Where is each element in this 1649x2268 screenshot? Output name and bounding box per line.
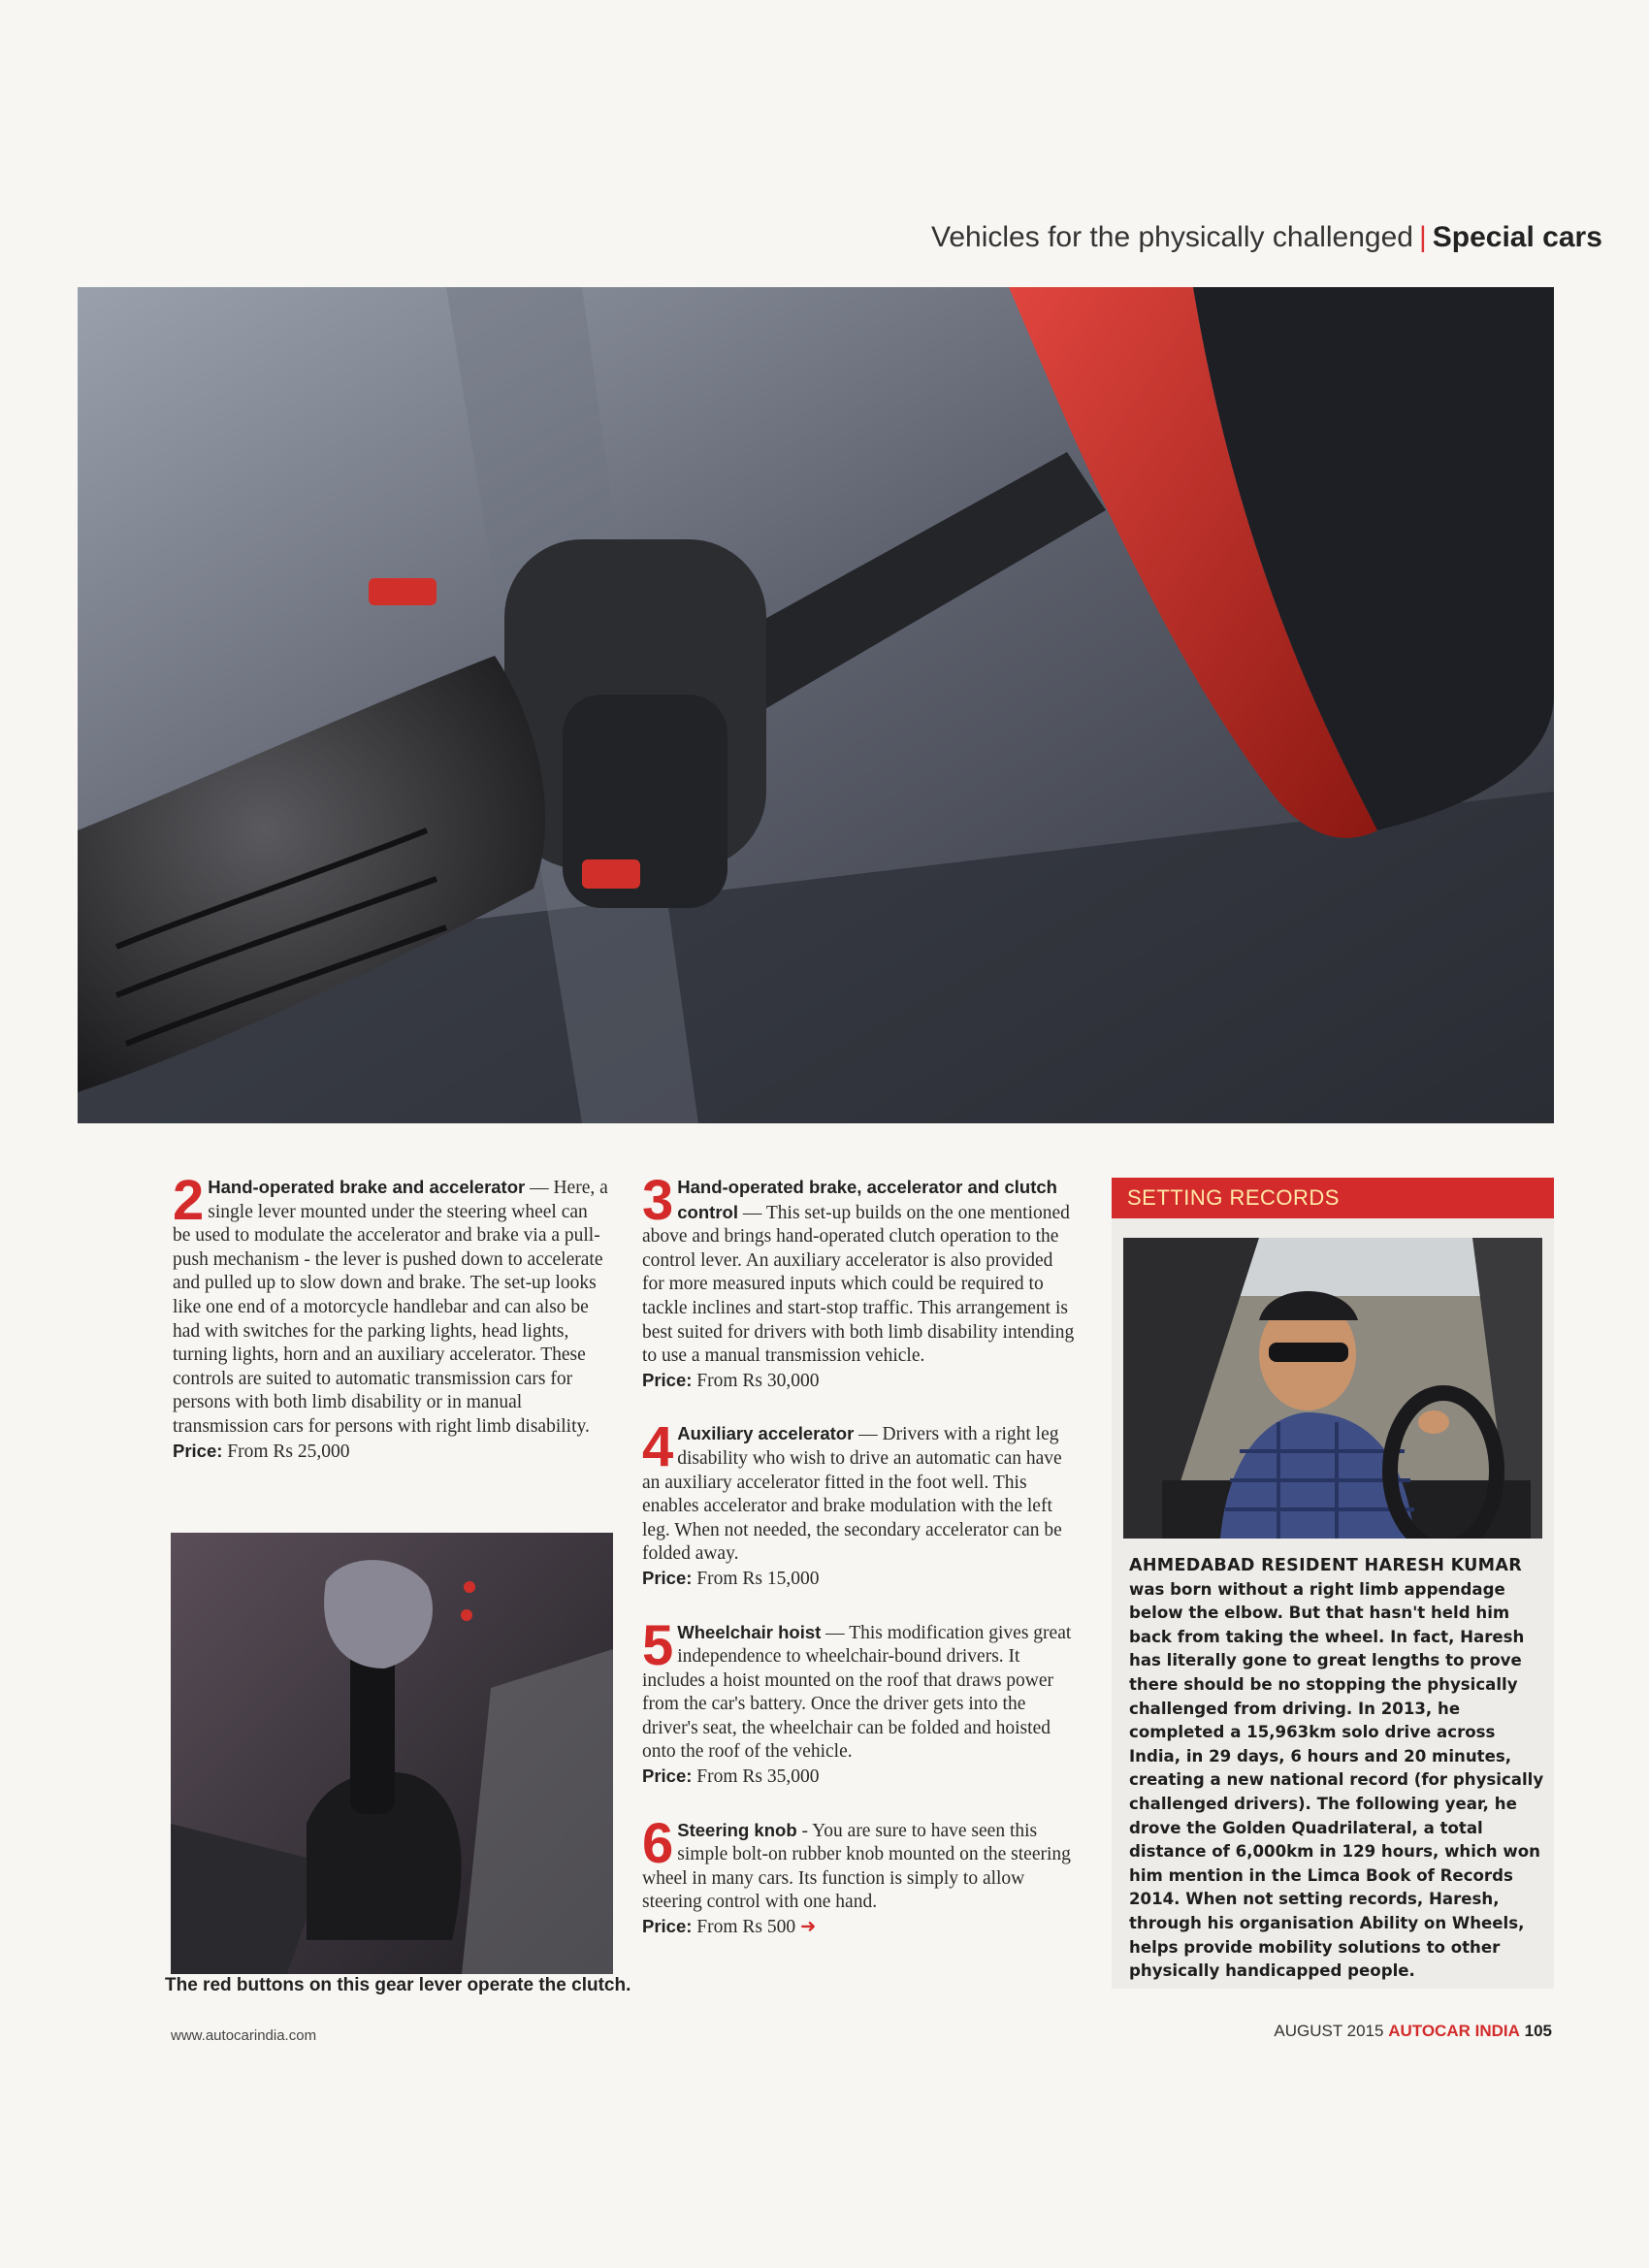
item-heading: Hand-operated brake and accelerator [208, 1177, 526, 1197]
driver-photo [1123, 1238, 1542, 1539]
item-price: From Rs 15,000 [696, 1568, 820, 1589]
dash: — [742, 1202, 762, 1223]
page-footer [1145, 2022, 1552, 2041]
item-body: Drivers with a right leg disability who wish to drive an automatic can have an auxiliary accelerator fitted in the foot well. This enables accelerator and brake modulation with the left leg. When not needed, the secondary accelerator can be folded away. [642, 1424, 1062, 1565]
article-column-2 [642, 1169, 1079, 1969]
sidebar-title: SETTING RECORDS [1112, 1178, 1554, 1218]
item-body: You are sure to have seen this simple bolt-on rubber knob mounted on the steering wheel in many cars. Its function is simply to allow steering control with one hand. [642, 1820, 1071, 1913]
item-steering-knob: 6 Steering knob - You are sure to have seen this simple bolt-on rubber knob mounted on the steering wheel in many cars. Its function is simply to allow steering control with one hand. Price: From Rs 500 ➜ [642, 1811, 1071, 1938]
sidebar-lead: AHMEDABAD RESIDENT HARESH KUMAR [1129, 1556, 1522, 1575]
item-price: From Rs 25,000 [227, 1441, 350, 1462]
item-auxiliary-accelerator [642, 1415, 1079, 1591]
driver-illustration [1123, 1238, 1542, 1539]
gear-lever-illustration [171, 1533, 613, 1974]
dash: — [530, 1178, 549, 1198]
category-title: Special cars [1432, 221, 1602, 253]
item-heading: Auxiliary accelerator [677, 1423, 855, 1444]
price-label: Price: [642, 1369, 693, 1390]
sidebar-body: was born without a right limb appendage below the elbow. But that hasn't held him back from taking the wheel. In fact, Haresh has literally gone to great lengths to prove there should be no stopping the physically challenged from driving. In 2013, he completed a 15,963km solo drive across India, in 29 days, 6 hours and 20 minutes, creating a new national record (for physically challenged drivers). The following year, he drove the Golden Quadrilateral, a total distance of 6,000km in 129 hours, which won him mention in the Limca Book of Records 2014. When not setting records, Haresh, through his organisation Ability on Wheels, helps provide mobility solutions to other physically handicapped people. [1129, 1579, 1544, 1981]
arrow-right-icon: ➜ [800, 1917, 817, 1938]
item-price: From Rs 30,000 [696, 1370, 820, 1391]
item-heading: Wheelchair hoist [677, 1621, 822, 1642]
magazine-brand: AUTOCAR INDIA [1388, 2022, 1520, 2040]
item-clutch-control [642, 1169, 1079, 1393]
item-heading: Steering knob [677, 1819, 797, 1840]
item-body: Here, a single lever mounted under the steering wheel can be used to modulate the accelerator and brake via a pull-push mechanism - the lever is pushed down to accelerate and pulled up to slow down and brake. The set-up looks like one end of a motorcycle handlebar and can also be had with switches for the parking lights, head lights, turning lights, horn and an auxiliary accelerator. These controls are suited to automatic transmission cars for persons with both limb disability or in manual transmission cars for persons with right limb disability. [173, 1178, 608, 1437]
running-header [931, 221, 1602, 254]
dash: — [858, 1424, 878, 1445]
item-number: 6 [642, 1811, 674, 1875]
issue-date: AUGUST 2015 [1274, 2022, 1384, 2040]
article-column-1 [173, 1169, 609, 1493]
hand-control-photo [78, 287, 1554, 1123]
item-price: From Rs 35,000 [696, 1766, 820, 1788]
header-separator: | [1418, 221, 1427, 253]
setting-records-sidebar [1112, 1178, 1554, 1989]
price-label: Price: [642, 1766, 693, 1787]
item-heading: Hand-operated brake, accelerator and clutch control [677, 1177, 1057, 1222]
gear-lever-photo [171, 1533, 613, 1974]
item-body: This modification gives great independence to wheelchair-bound drivers. It includes a hoist mounted on the roof that draws power from the car's battery. Once the driver gets into the driver's seat, the wheelchair can be folded and hoisted onto the roof of the vehicle. [642, 1622, 1072, 1763]
page-number: 105 [1524, 2022, 1552, 2040]
hand-control-illustration [78, 287, 1554, 1123]
price-label: Price: [642, 1916, 693, 1937]
item-number: 2 [173, 1169, 205, 1232]
section-title: Vehicles for the physically challenged [931, 221, 1413, 253]
item-wheelchair-hoist [642, 1613, 1079, 1790]
item-number: 5 [642, 1613, 674, 1677]
photo-caption: The red buttons on this gear lever operate the clutch. [165, 1975, 631, 1995]
website-footer: www.autocarindia.com [171, 2027, 317, 2044]
item-number: 4 [642, 1415, 674, 1479]
item-hand-brake-accelerator [173, 1169, 609, 1464]
item-number: 3 [642, 1169, 674, 1232]
dash: — [825, 1622, 845, 1643]
item-price: From Rs 500 [696, 1917, 796, 1938]
price-label: Price: [173, 1440, 223, 1461]
price-label: Price: [642, 1567, 693, 1588]
item-body: This set-up builds on the one mentioned above and brings hand-operated clutch operation to the control lever. An auxiliary accelerator is also provided for more measured inputs which could be required to tackle inclines and start-stop traffic. This arrangement is best suited for drivers with both limb disability intending to use a manual transmission vehicle. [642, 1202, 1075, 1367]
sidebar-text [1129, 1554, 1544, 1984]
